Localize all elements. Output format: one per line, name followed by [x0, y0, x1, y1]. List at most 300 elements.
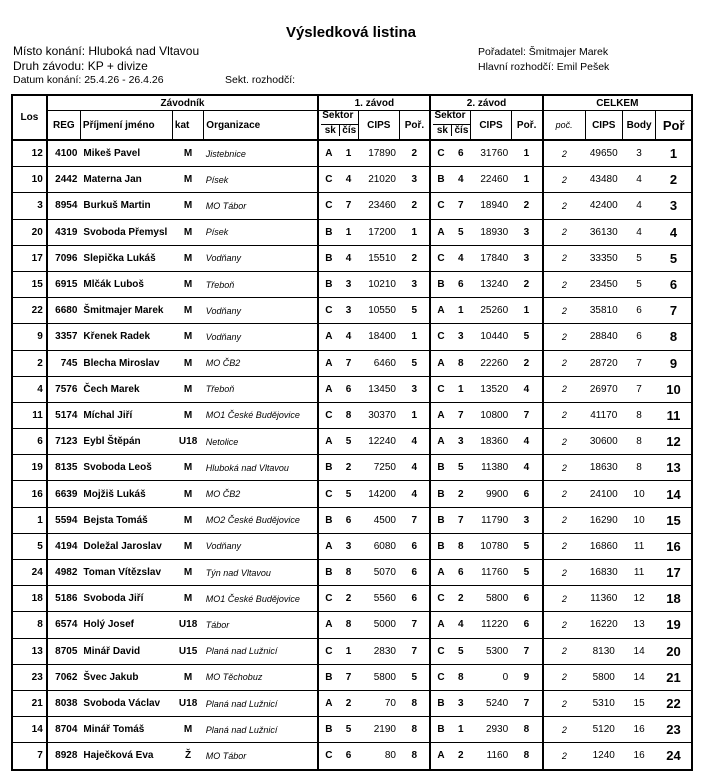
table-row [12, 140, 692, 167]
cips1-cell: 2830 [359, 638, 399, 664]
final-place-cell: 18 [656, 586, 692, 612]
sector2-cell: C [430, 638, 450, 664]
cips-total-cell: 24100 [585, 481, 622, 507]
organization-cell: MO ČB2 [204, 350, 318, 376]
category-cell: M [172, 717, 203, 743]
category-cell: M [172, 507, 203, 533]
cips2-cell: 1160 [471, 743, 511, 770]
los-cell: 19 [12, 455, 47, 481]
col-por1: Poř. [399, 111, 430, 141]
organization-cell: Netolice [204, 429, 318, 455]
count-cell: 2 [543, 560, 586, 586]
place2-cell: 6 [511, 481, 542, 507]
los-cell: 2 [12, 350, 47, 376]
points-cell: 4 [622, 167, 656, 193]
name-cell: Doležal Jaroslav [80, 533, 172, 559]
count-cell: 2 [543, 612, 586, 638]
place2-cell: 7 [511, 402, 542, 428]
organization-cell: Jistebnice [204, 140, 318, 167]
col-cis2: čís [451, 124, 470, 136]
los-cell: 3 [12, 193, 47, 219]
date-label: Datum konání: 25.4.26 - 26.4.26 [13, 74, 164, 86]
number2-cell: 1 [451, 298, 471, 324]
organization-cell: Vodňany [204, 245, 318, 271]
col-sk1: sk [321, 124, 339, 136]
final-place-cell: 24 [656, 743, 692, 770]
los-cell: 4 [12, 376, 47, 402]
place1-cell: 3 [399, 376, 430, 402]
table-row [12, 533, 692, 559]
place1-cell: 6 [399, 533, 430, 559]
points-cell: 4 [622, 193, 656, 219]
cips-total-cell: 11360 [585, 586, 622, 612]
reg-cell: 7062 [47, 664, 81, 690]
count-cell: 2 [543, 298, 586, 324]
reg-cell: 4982 [47, 560, 81, 586]
cips2-cell: 10780 [471, 533, 511, 559]
organization-cell: Týn nad Vltavou [204, 560, 318, 586]
reg-cell: 5186 [47, 586, 81, 612]
table-row [12, 167, 692, 193]
count-cell: 2 [543, 193, 586, 219]
sector2-cell: B [430, 507, 450, 533]
table-row [12, 560, 692, 586]
final-place-cell: 10 [656, 376, 692, 402]
points-cell: 5 [622, 245, 656, 271]
reg-cell: 6574 [47, 612, 81, 638]
sector1-cell: A [318, 376, 338, 402]
count-cell: 2 [543, 140, 586, 167]
los-cell: 6 [12, 429, 47, 455]
table-row [12, 193, 692, 219]
place2-cell: 9 [511, 664, 542, 690]
category-cell: M [172, 193, 203, 219]
place1-cell: 8 [399, 690, 430, 716]
sector1-cell: C [318, 193, 338, 219]
reg-cell: 6680 [47, 298, 81, 324]
place1-cell: 2 [399, 140, 430, 167]
category-cell: M [172, 324, 203, 350]
organization-cell: MO Tábor [204, 193, 318, 219]
sector2-cell: A [430, 743, 450, 770]
cips1-cell: 15510 [359, 245, 399, 271]
count-cell: 2 [543, 324, 586, 350]
name-cell: Čech Marek [80, 376, 172, 402]
table-row [12, 429, 692, 455]
cips2-cell: 10800 [471, 402, 511, 428]
final-place-cell: 5 [656, 245, 692, 271]
points-cell: 14 [622, 638, 656, 664]
sector1-cell: A [318, 533, 338, 559]
number2-cell: 1 [451, 376, 471, 402]
sector2-cell: A [430, 219, 450, 245]
cips-total-cell: 23450 [585, 271, 622, 297]
table-row [12, 350, 692, 376]
count-cell: 2 [543, 690, 586, 716]
los-cell: 16 [12, 481, 47, 507]
los-cell: 5 [12, 533, 47, 559]
points-cell: 8 [622, 402, 656, 428]
los-cell: 21 [12, 690, 47, 716]
number1-cell: 1 [338, 219, 358, 245]
cips-total-cell: 18630 [585, 455, 622, 481]
category-cell: M [172, 481, 203, 507]
cips1-cell: 5560 [359, 586, 399, 612]
cips1-cell: 17890 [359, 140, 399, 167]
table-row [12, 612, 692, 638]
sector2-cell: C [430, 586, 450, 612]
category-cell: M [172, 298, 203, 324]
organization-cell: Hluboká nad Vltavou [204, 455, 318, 481]
sector1-cell: A [318, 350, 338, 376]
cips1-cell: 13450 [359, 376, 399, 402]
number1-cell: 3 [338, 298, 358, 324]
col-cips2: CIPS [471, 111, 511, 141]
place1-cell: 7 [399, 612, 430, 638]
sector2-cell: C [430, 664, 450, 690]
place1-cell: 1 [399, 219, 430, 245]
final-place-cell: 16 [656, 533, 692, 559]
place1-cell: 7 [399, 507, 430, 533]
points-cell: 4 [622, 219, 656, 245]
final-place-cell: 21 [656, 664, 692, 690]
number2-cell: 8 [451, 664, 471, 690]
final-place-cell: 1 [656, 140, 692, 167]
los-cell: 13 [12, 638, 47, 664]
cips1-cell: 10210 [359, 271, 399, 297]
organization-cell: MO Těchobuz [204, 664, 318, 690]
place1-cell: 2 [399, 193, 430, 219]
place2-cell: 3 [511, 245, 542, 271]
number2-cell: 2 [451, 586, 471, 612]
cips2-cell: 22460 [471, 167, 511, 193]
final-place-cell: 6 [656, 271, 692, 297]
table-row [12, 664, 692, 690]
los-cell: 11 [12, 402, 47, 428]
reg-cell: 8954 [47, 193, 81, 219]
number1-cell: 8 [338, 402, 358, 428]
final-place-cell: 4 [656, 219, 692, 245]
organization-cell: Planá nad Lužnicí [204, 690, 318, 716]
category-cell: Ž [172, 743, 203, 770]
number2-cell: 8 [451, 533, 471, 559]
number2-cell: 6 [451, 560, 471, 586]
place1-cell: 8 [399, 743, 430, 770]
cips-total-cell: 16830 [585, 560, 622, 586]
place1-cell: 1 [399, 324, 430, 350]
cips2-cell: 13520 [471, 376, 511, 402]
cips2-cell: 22260 [471, 350, 511, 376]
final-place-cell: 14 [656, 481, 692, 507]
points-cell: 13 [622, 612, 656, 638]
category-cell: M [172, 271, 203, 297]
organization-cell: MO2 České Budějovice [204, 507, 318, 533]
place1-cell: 4 [399, 481, 430, 507]
category-cell: U18 [172, 690, 203, 716]
count-cell: 2 [543, 402, 586, 428]
organization-cell: MO ČB2 [204, 481, 318, 507]
cips-total-cell: 35810 [585, 298, 622, 324]
number2-cell: 3 [451, 324, 471, 350]
number2-cell: 5 [451, 219, 471, 245]
points-cell: 15 [622, 690, 656, 716]
cips-total-cell: 43480 [585, 167, 622, 193]
sector1-cell: B [318, 455, 338, 481]
points-cell: 11 [622, 560, 656, 586]
place2-cell: 7 [511, 690, 542, 716]
sector1-cell: C [318, 298, 338, 324]
organization-cell: Písek [204, 219, 318, 245]
name-cell: Haječková Eva [80, 743, 172, 770]
cips1-cell: 10550 [359, 298, 399, 324]
place1-cell: 3 [399, 167, 430, 193]
place2-cell: 4 [511, 429, 542, 455]
count-cell: 2 [543, 219, 586, 245]
name-cell: Minář David [80, 638, 172, 664]
number2-cell: 3 [451, 690, 471, 716]
reg-cell: 8928 [47, 743, 81, 770]
cips-total-cell: 41170 [585, 402, 622, 428]
category-cell: M [172, 219, 203, 245]
reg-cell: 4100 [47, 140, 81, 167]
col-organizace: Organizace [204, 111, 318, 141]
number1-cell: 1 [338, 140, 358, 167]
points-cell: 12 [622, 586, 656, 612]
place1-cell: 5 [399, 664, 430, 690]
name-cell: Minář Tomáš [80, 717, 172, 743]
number1-cell: 3 [338, 533, 358, 559]
los-cell: 23 [12, 664, 47, 690]
place1-cell: 6 [399, 586, 430, 612]
cips1-cell: 14200 [359, 481, 399, 507]
number2-cell: 8 [451, 350, 471, 376]
place1-cell: 6 [399, 560, 430, 586]
sector1-cell: A [318, 612, 338, 638]
reg-cell: 8704 [47, 717, 81, 743]
col-sk2: sk [433, 124, 451, 136]
col-cips1: CIPS [359, 111, 399, 141]
col-sektor1-label: Sektor [322, 110, 354, 121]
sector1-cell: B [318, 219, 338, 245]
organization-cell: Tábor [204, 612, 318, 638]
points-cell: 16 [622, 717, 656, 743]
sector1-cell: B [318, 245, 338, 271]
los-cell: 12 [12, 140, 47, 167]
number1-cell: 2 [338, 455, 358, 481]
cips1-cell: 6080 [359, 533, 399, 559]
final-place-cell: 20 [656, 638, 692, 664]
number1-cell: 7 [338, 193, 358, 219]
points-cell: 11 [622, 533, 656, 559]
sector2-cell: A [430, 402, 450, 428]
number1-cell: 6 [338, 743, 358, 770]
reg-cell: 8135 [47, 455, 81, 481]
name-cell: Mlčák Luboš [80, 271, 172, 297]
final-place-cell: 3 [656, 193, 692, 219]
cips1-cell: 80 [359, 743, 399, 770]
table-row [12, 219, 692, 245]
venue-label: Místo konání: Hluboká nad Vltavou [13, 44, 200, 58]
cips1-cell: 5070 [359, 560, 399, 586]
points-cell: 14 [622, 664, 656, 690]
table-row [12, 298, 692, 324]
reg-cell: 3357 [47, 324, 81, 350]
cips-total-cell: 16290 [585, 507, 622, 533]
number2-cell: 3 [451, 429, 471, 455]
sector2-cell: C [430, 140, 450, 167]
number1-cell: 5 [338, 717, 358, 743]
count-cell: 2 [543, 271, 586, 297]
place2-cell: 8 [511, 717, 542, 743]
place1-cell: 1 [399, 402, 430, 428]
final-place-cell: 15 [656, 507, 692, 533]
name-cell: Mojžiš Lukáš [80, 481, 172, 507]
chief-judge-label: Hlavní rozhodčí: Emil Pešek [478, 61, 610, 73]
points-cell: 5 [622, 271, 656, 297]
cips2-cell: 13240 [471, 271, 511, 297]
final-place-cell: 8 [656, 324, 692, 350]
place2-cell: 7 [511, 638, 542, 664]
name-cell: Materna Jan [80, 167, 172, 193]
number1-cell: 3 [338, 271, 358, 297]
place2-cell: 2 [511, 193, 542, 219]
name-cell: Šmitmajer Marek [80, 298, 172, 324]
reg-cell: 7576 [47, 376, 81, 402]
cips1-cell: 23460 [359, 193, 399, 219]
name-cell: Svoboda Jiří [80, 586, 172, 612]
sector2-cell: B [430, 717, 450, 743]
sector1-cell: B [318, 560, 338, 586]
col-reg: REG [47, 111, 81, 141]
place2-cell: 1 [511, 140, 542, 167]
points-cell: 7 [622, 350, 656, 376]
number2-cell: 6 [451, 271, 471, 297]
number1-cell: 6 [338, 376, 358, 402]
final-place-cell: 23 [656, 717, 692, 743]
count-cell: 2 [543, 350, 586, 376]
cips-total-cell: 5800 [585, 664, 622, 690]
place2-cell: 3 [511, 219, 542, 245]
category-cell: M [172, 455, 203, 481]
category-cell: M [172, 402, 203, 428]
name-cell: Burkuš Martin [80, 193, 172, 219]
table-row [12, 743, 692, 770]
table-row [12, 455, 692, 481]
cips2-cell: 5300 [471, 638, 511, 664]
col-sektor2 [430, 111, 470, 141]
category-cell: M [172, 376, 203, 402]
cips2-cell: 25260 [471, 298, 511, 324]
sector2-cell: B [430, 167, 450, 193]
cips1-cell: 4500 [359, 507, 399, 533]
reg-cell: 7096 [47, 245, 81, 271]
points-cell: 10 [622, 507, 656, 533]
reg-cell: 745 [47, 350, 81, 376]
sector1-cell: B [318, 271, 338, 297]
place1-cell: 7 [399, 638, 430, 664]
cips-total-cell: 28840 [585, 324, 622, 350]
category-cell: M [172, 664, 203, 690]
table-row [12, 638, 692, 664]
sector1-cell: A [318, 429, 338, 455]
cips2-cell: 18360 [471, 429, 511, 455]
results-table [11, 94, 693, 771]
sector1-cell: C [318, 586, 338, 612]
reg-cell: 7123 [47, 429, 81, 455]
col-zavod2: 2. závod [430, 95, 542, 111]
cips-total-cell: 42400 [585, 193, 622, 219]
organization-cell: Třeboň [204, 376, 318, 402]
sector2-cell: C [430, 245, 450, 271]
category-cell: M [172, 140, 203, 167]
number2-cell: 2 [451, 481, 471, 507]
cips1-cell: 30370 [359, 402, 399, 428]
col-sektor1 [318, 111, 358, 141]
name-cell: Svoboda Václav [80, 690, 172, 716]
number1-cell: 2 [338, 690, 358, 716]
number2-cell: 7 [451, 193, 471, 219]
number1-cell: 4 [338, 167, 358, 193]
reg-cell: 5594 [47, 507, 81, 533]
name-cell: Eybl Štěpán [80, 429, 172, 455]
name-cell: Míchal Jiří [80, 402, 172, 428]
number2-cell: 4 [451, 167, 471, 193]
sector2-cell: B [430, 690, 450, 716]
sector2-cell: B [430, 271, 450, 297]
organization-cell: Planá nad Lužnicí [204, 717, 318, 743]
final-place-cell: 12 [656, 429, 692, 455]
sector2-cell: A [430, 429, 450, 455]
place2-cell: 4 [511, 455, 542, 481]
place1-cell: 2 [399, 245, 430, 271]
cips2-cell: 11220 [471, 612, 511, 638]
place2-cell: 5 [511, 324, 542, 350]
place1-cell: 4 [399, 429, 430, 455]
sector2-cell: B [430, 481, 450, 507]
cips2-cell: 11790 [471, 507, 511, 533]
final-place-cell: 9 [656, 350, 692, 376]
cips2-cell: 11760 [471, 560, 511, 586]
count-cell: 2 [543, 455, 586, 481]
number1-cell: 7 [338, 350, 358, 376]
number1-cell: 5 [338, 429, 358, 455]
sector1-cell: A [318, 324, 338, 350]
cips1-cell: 6460 [359, 350, 399, 376]
name-cell: Blecha Miroslav [80, 350, 172, 376]
sector2-cell: B [430, 455, 450, 481]
sector1-cell: B [318, 507, 338, 533]
number1-cell: 7 [338, 664, 358, 690]
organizer-label: Pořadatel: Šmitmajer Marek [478, 46, 609, 58]
cips2-cell: 31760 [471, 140, 511, 167]
los-cell: 9 [12, 324, 47, 350]
sector2-cell: C [430, 324, 450, 350]
organization-cell: MO1 České Budějovice [204, 586, 318, 612]
sector2-cell: B [430, 533, 450, 559]
table-row [12, 376, 692, 402]
points-cell: 8 [622, 429, 656, 455]
cips1-cell: 7250 [359, 455, 399, 481]
points-cell: 6 [622, 298, 656, 324]
number2-cell: 7 [451, 402, 471, 428]
name-cell: Toman Vítězslav [80, 560, 172, 586]
count-cell: 2 [543, 664, 586, 690]
cips1-cell: 5000 [359, 612, 399, 638]
cips-total-cell: 16860 [585, 533, 622, 559]
los-cell: 20 [12, 219, 47, 245]
col-los: Los [12, 95, 47, 140]
place2-cell: 3 [511, 507, 542, 533]
